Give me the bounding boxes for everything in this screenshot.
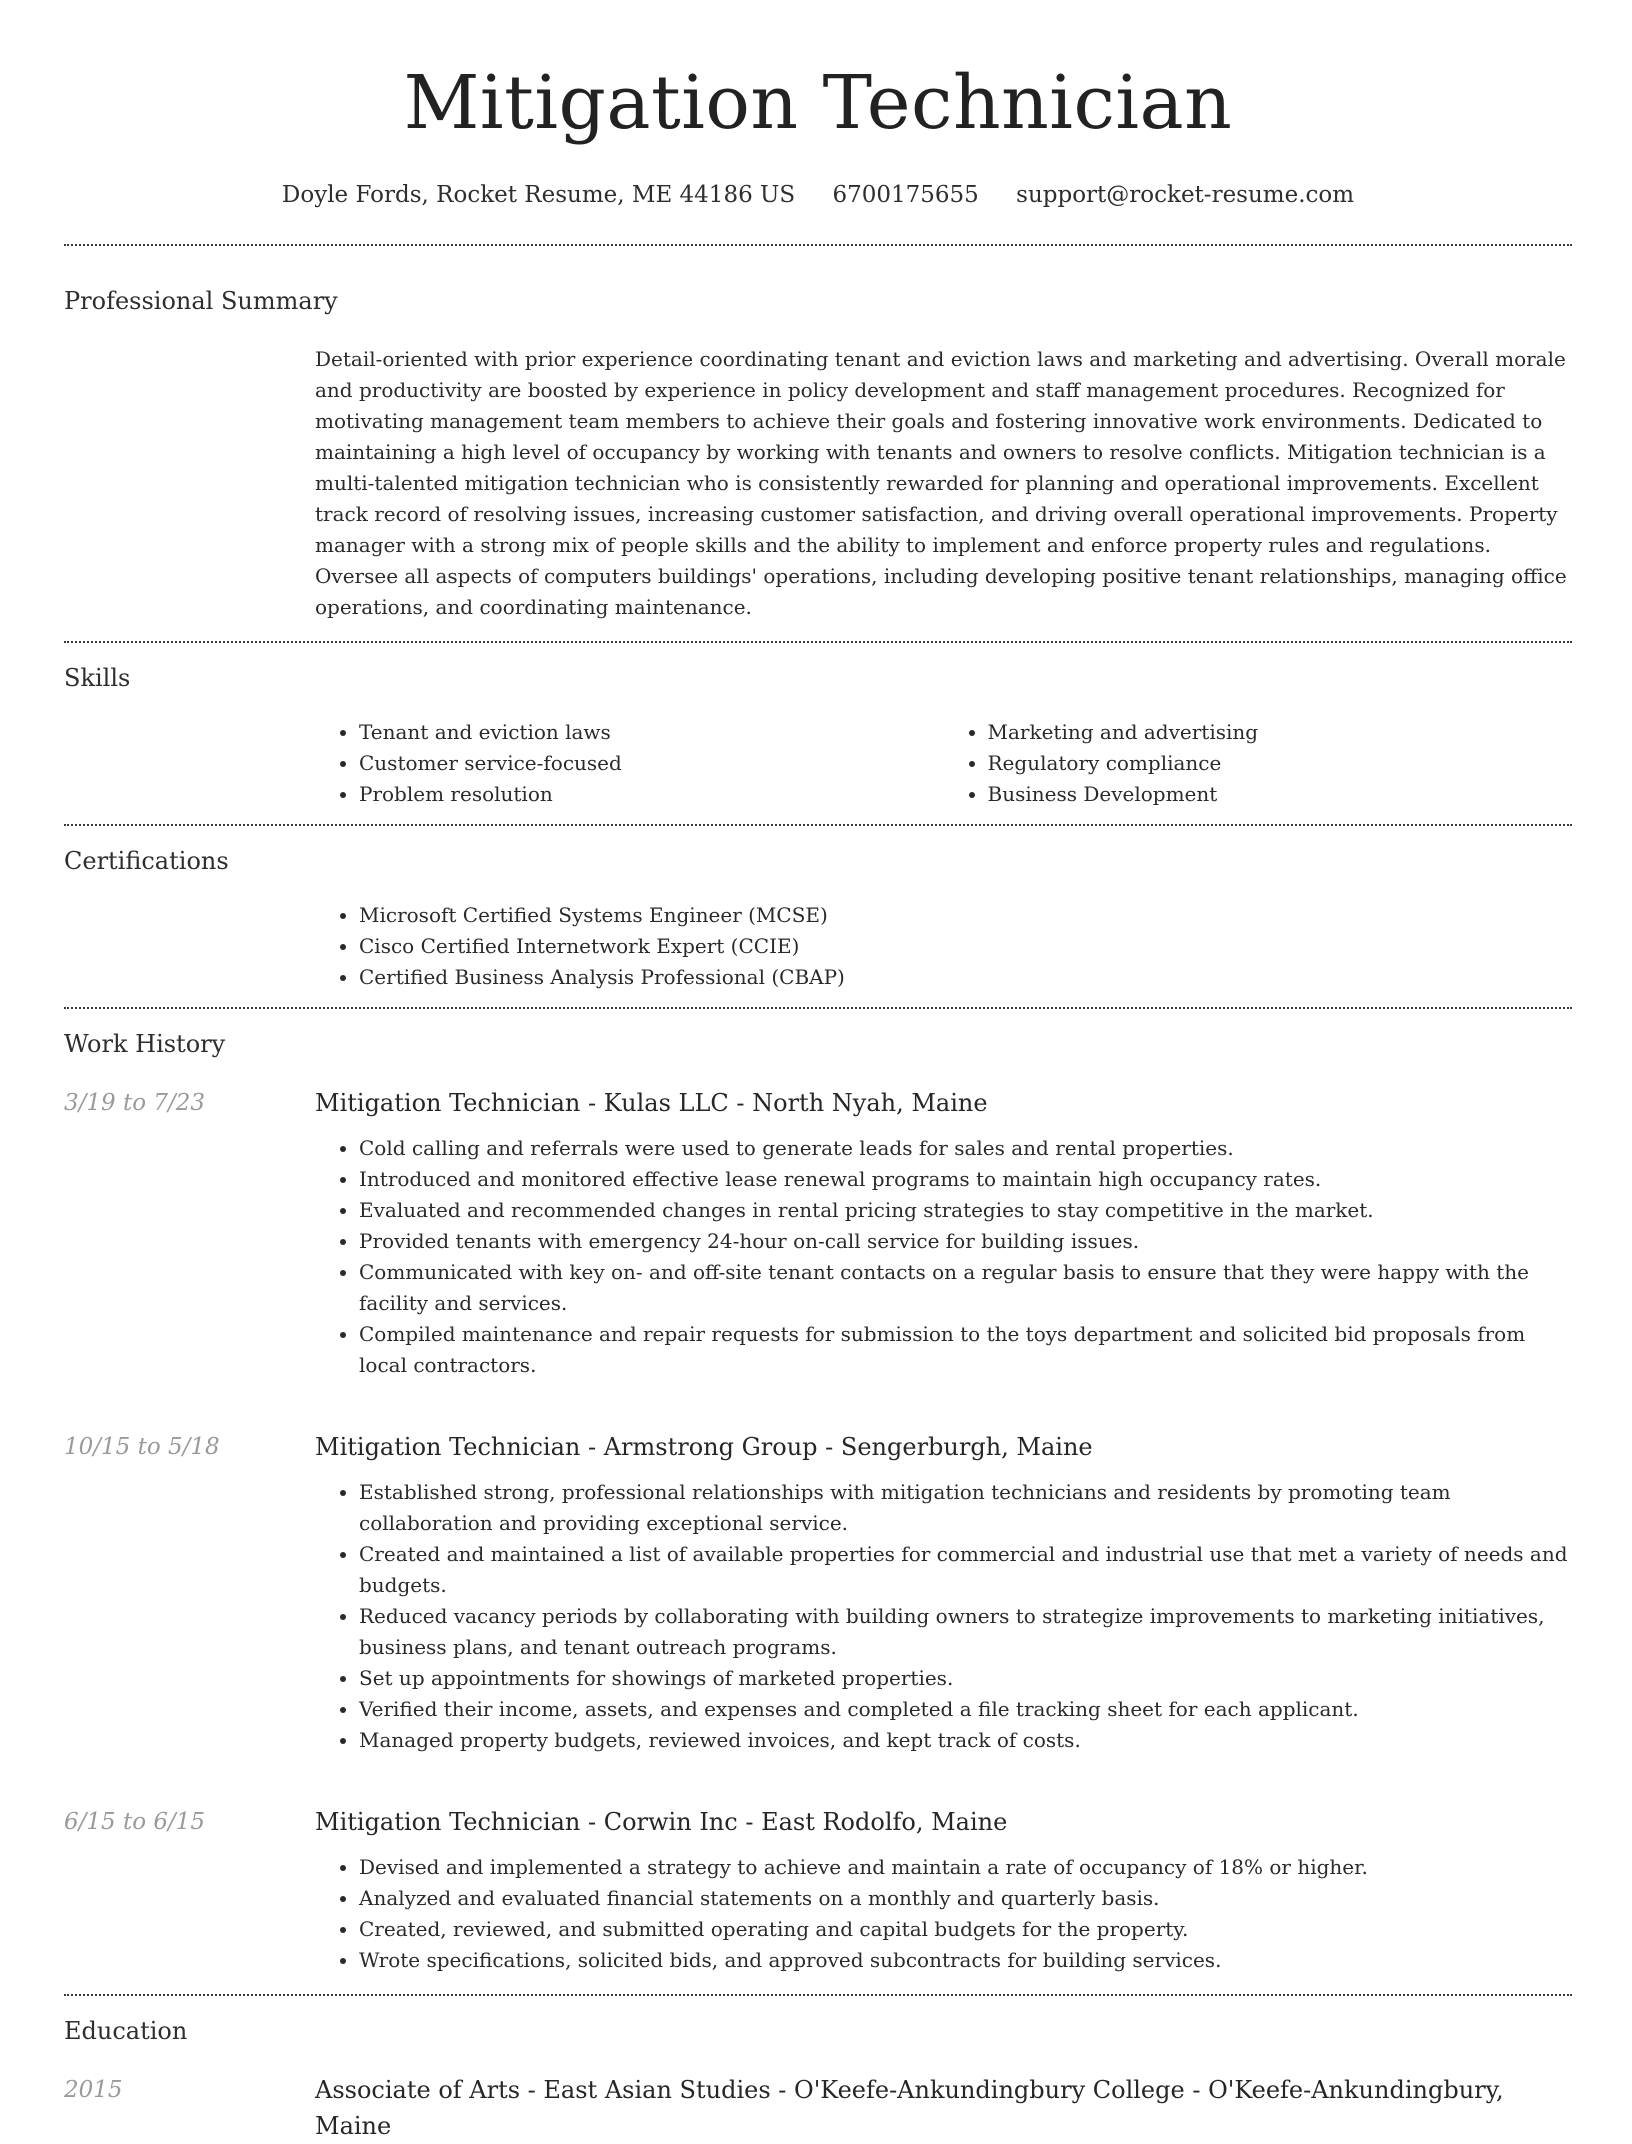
job-entry: [64, 1085, 1572, 1403]
summary-text: Detail-oriented with prior experience coordinating tenant and eviction laws and marketing and advertising. Overall morale and productivity are boosted by experience in policy development and staff management procedures. Recognized for motivating management team members to achieve their goals and fostering innovative work environments. Dedicated to maintaining a high level of occupancy by working with tenants and owners to resolve conflicts. Mitigation technician is a multi-talented mitigation technician who is consistently rewarded for planning and operational improvements. Excellent track record of resolving issues, increasing customer satisfaction, and driving overall operational improvements. Property manager with a strong mix of people skills and the ability to implement and enforce property rules and regulations. Oversee all aspects of computers buildings' operations, including developing positive tenant relationships, managing office operations, and coordinating maintenance.: [315, 347, 1567, 619]
certifications-ul: [315, 900, 1572, 993]
job-bullet: • Managed property budgets, reviewed invoices, and kept track of costs.: [359, 1725, 1572, 1756]
job-bullet: • Created, reviewed, and submitted operating and capital budgets for the property.: [359, 1914, 1572, 1945]
job-date: 10/15 to 5/18: [64, 1434, 220, 1460]
job-title: Mitigation Technician - Corwin Inc - East Rodolfo, Maine: [315, 1808, 1008, 1836]
job-bullet: • Set up appointments for showings of marketed properties.: [359, 1663, 1572, 1694]
candidate-name: Mitigation Technician: [403, 60, 1233, 146]
job-date: 3/19 to 7/23: [64, 1090, 206, 1116]
section-title-skills: Skills: [64, 664, 131, 692]
contact-email: support@rocket-resume.com: [1016, 182, 1355, 208]
job-details: [315, 1804, 1572, 1976]
contact-line: [64, 180, 1572, 210]
skills-grid: [315, 717, 1572, 810]
summary-section: [64, 246, 1572, 623]
education-title: Associate of Arts - East Asian Studies - O'Keefe-Ankundingbury College - O'Keefe-Ankundingbury, Maine: [315, 2076, 1504, 2140]
education-section: [64, 1996, 1572, 2144]
job-bullet: • Analyzed and evaluated financial statements on a monthly and quarterly basis.: [359, 1883, 1572, 1914]
contact-address: Doyle Fords, Rocket Resume, ME 44186 US: [281, 182, 796, 208]
section-title-certifications: Certifications: [64, 847, 229, 875]
certifications-section: [64, 826, 1572, 993]
job-entry: [64, 1429, 1572, 1778]
certifications-list: [315, 900, 1572, 993]
resume-page: [64, 0, 1572, 2144]
education-entry: [64, 2072, 1572, 2144]
education-details: [315, 2072, 1572, 2144]
certification-item: • Cisco Certified Internetwork Expert (CCIE): [359, 931, 1572, 962]
work-history-section: [64, 1009, 1572, 1994]
job-bullet: • Cold calling and referrals were used to generate leads for sales and rental properties.: [359, 1133, 1572, 1164]
skills-list-right: [944, 717, 1573, 810]
job-bullet: • Introduced and monitored effective lease renewal programs to maintain high occupancy rates.: [359, 1164, 1572, 1195]
skill-item: • Tenant and eviction laws: [359, 717, 944, 748]
skill-item: • Problem resolution: [359, 779, 944, 810]
skills-list-left: [315, 717, 944, 810]
job-bullet: • Devised and implemented a strategy to achieve and maintain a rate of occupancy of 18% or higher.: [359, 1852, 1572, 1883]
job-date: 6/15 to 6/15: [64, 1809, 206, 1835]
job-bullet: • Reduced vacancy periods by collaborating with building owners to strategize improvements to marketing initiatives, business plans, and tenant outreach programs.: [359, 1601, 1572, 1663]
job-bullet: • Provided tenants with emergency 24-hour on-call service for building issues.: [359, 1226, 1572, 1257]
job-details: [315, 1085, 1572, 1381]
certification-item: • Microsoft Certified Systems Engineer (MCSE): [359, 900, 1572, 931]
skill-item: • Business Development: [988, 779, 1573, 810]
contact-phone: 6700175655: [832, 182, 979, 208]
education-date: 2015: [64, 2077, 123, 2103]
job-bullets: [315, 1133, 1572, 1381]
job-bullet: • Created and maintained a list of available properties for commercial and industrial use that met a variety of needs and budgets.: [359, 1539, 1572, 1601]
job-bullet: • Wrote specifications, solicited bids, and approved subcontracts for building services.: [359, 1945, 1572, 1976]
job-bullet: • Established strong, professional relationships with mitigation technicians and residents by promoting team collaboration and providing exceptional service.: [359, 1477, 1572, 1539]
section-title-work-history: Work History: [64, 1030, 226, 1058]
certification-item: • Certified Business Analysis Professional (CBAP): [359, 962, 1572, 993]
job-entry: [64, 1804, 1572, 1994]
section-title-education: Education: [64, 2017, 188, 2045]
skill-item: • Regulatory compliance: [988, 748, 1573, 779]
skill-item: • Marketing and advertising: [988, 717, 1573, 748]
skill-item: • Customer service-focused: [359, 748, 944, 779]
job-bullet: • Evaluated and recommended changes in rental pricing strategies to stay competitive in the market.: [359, 1195, 1572, 1226]
job-title: Mitigation Technician - Kulas LLC - North Nyah, Maine: [315, 1089, 988, 1117]
job-title: Mitigation Technician - Armstrong Group - Sengerburgh, Maine: [315, 1433, 1093, 1461]
job-bullet: • Verified their income, assets, and expenses and completed a file tracking sheet for each applicant.: [359, 1694, 1572, 1725]
job-details: [315, 1429, 1572, 1756]
job-bullets: [315, 1477, 1572, 1756]
job-bullet: • Communicated with key on- and off-site tenant contacts on a regular basis to ensure that they were happy with the facility and services.: [359, 1257, 1572, 1319]
job-bullet: • Compiled maintenance and repair requests for submission to the toys department and solicited bid proposals from local contractors.: [359, 1319, 1572, 1381]
job-bullets: [315, 1852, 1572, 1976]
section-title-summary: Professional Summary: [64, 287, 338, 315]
skills-section: [64, 643, 1572, 810]
